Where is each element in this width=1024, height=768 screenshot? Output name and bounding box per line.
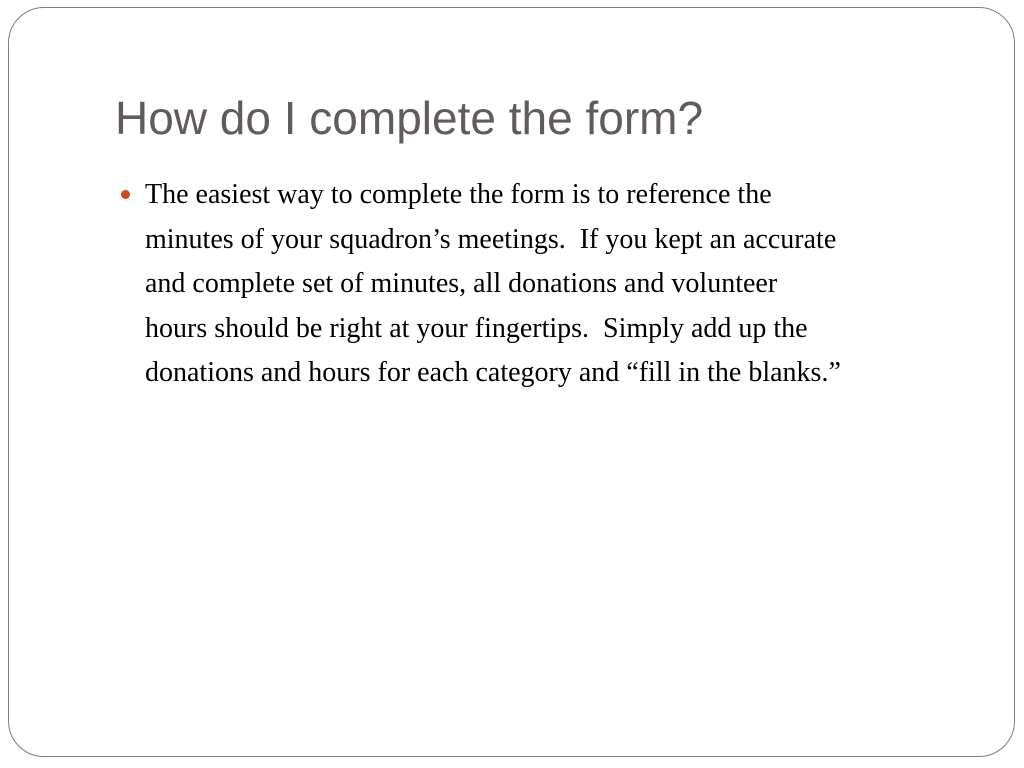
bullet-list bbox=[115, 173, 975, 396]
bullet-text-line: donations and hours for each category and “fill in the blanks.” bbox=[145, 357, 841, 388]
bullet-text-line: minutes of your squadron’s meetings. If you kept an accurate bbox=[145, 223, 837, 255]
bullet-text-line: hours should be right at your fingertips. Simply add up the bbox=[145, 312, 808, 344]
bullet-item bbox=[115, 173, 975, 396]
bullet-dot-icon bbox=[121, 190, 130, 199]
bullet-text-line: The easiest way to complete the form is to reference the bbox=[145, 179, 772, 210]
bullet-text-line: and complete set of minutes, all donations and volunteer bbox=[145, 268, 778, 299]
slide bbox=[8, 7, 1015, 757]
slide-title: How do I complete the form? bbox=[115, 92, 704, 144]
